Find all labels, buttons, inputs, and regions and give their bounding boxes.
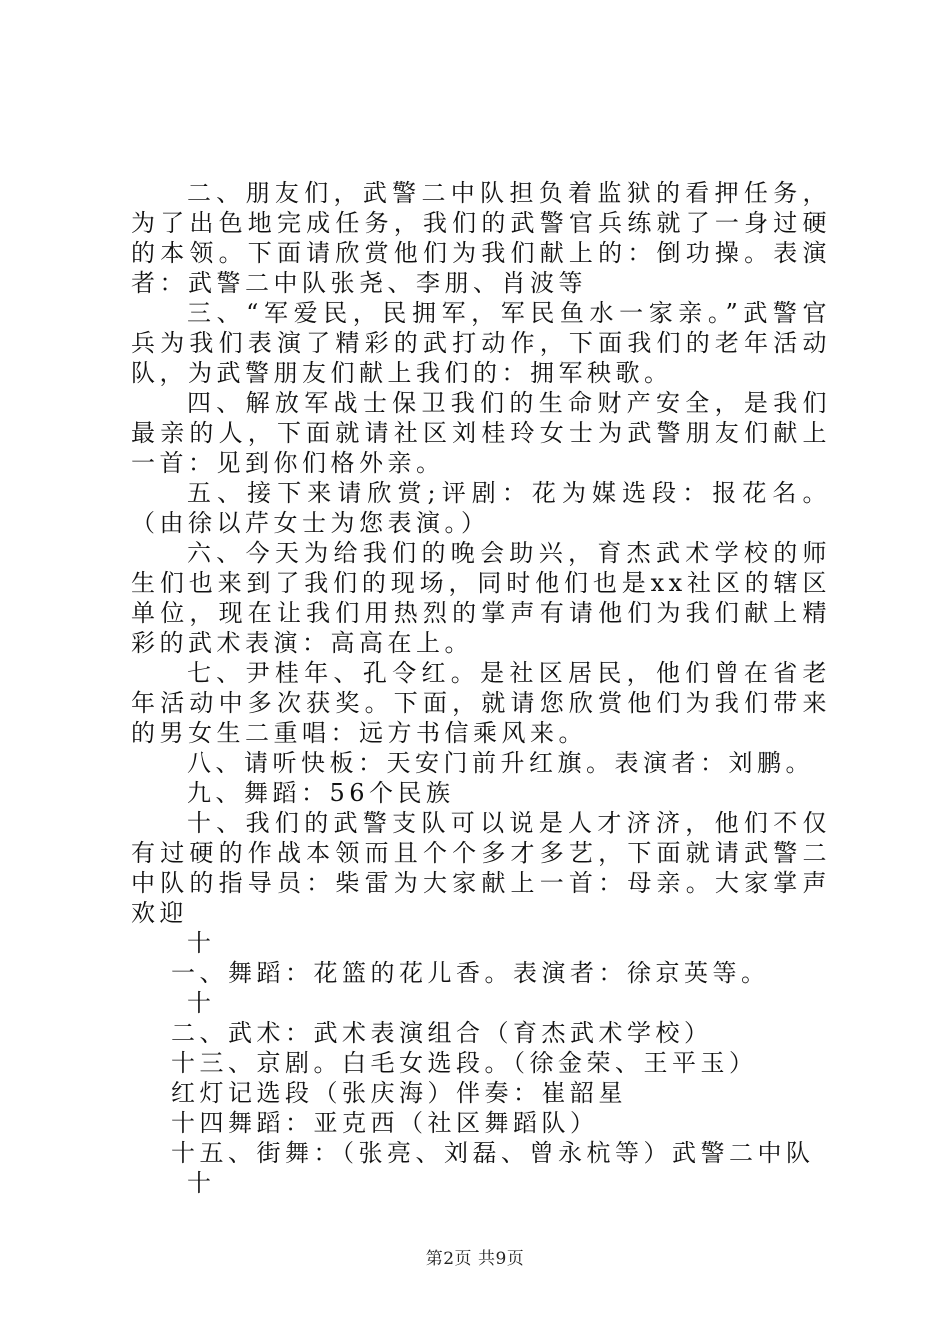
paragraph-item-16-prefix: 十 xyxy=(187,1169,216,1197)
paragraph-item-2: 二、朋友们，武警二中队担负着监狱的看押任务，为了出色地完成任务，我们的武警官兵练就了一身过硬的本领。下面请欣赏他们为我们献上的：倒功操。表演者：武警二中队张尧、李朋、肖波等 xyxy=(131,179,831,297)
paragraph-item-10: 十、我们的武警支队可以说是人才济济，他们不仅有过硬的作战本领而且个个多才多艺，下面就请武警二中队的指导员：柴雷为大家献上一首：母亲。大家掌声欢迎 xyxy=(131,809,831,927)
paragraph-item-12: 二、武术：武术表演组合（育杰武术学校） xyxy=(171,1019,713,1047)
paragraph-item-7: 七、尹桂年、孔令红。是社区居民，他们曾在省老年活动中多次获奖。下面，就请您欣赏他们为我们带来的男女生二重唱：远方书信乘风来。 xyxy=(131,659,831,747)
paragraph-item-6: 六、今天为给我们的晚会助兴，育杰武术学校的师生们也来到了我们的现场，同时他们也是xx社区的辖区单位，现在让我们用热烈的掌声有请他们为我们献上精彩的武术表演：高高在上。 xyxy=(131,539,831,657)
document-body xyxy=(131,178,831,1198)
paragraph-item-13: 十三、京剧。白毛女选段。（徐金荣、王平玉） xyxy=(171,1049,758,1077)
paragraph-item-12-prefix: 十 xyxy=(187,989,216,1017)
paragraph-item-4: 四、解放军战士保卫我们的生命财产安全，是我们最亲的人，下面就请社区刘桂玲女士为武警朋友们献上一首：见到你们格外亲。 xyxy=(131,389,831,477)
paragraph-item-3: 三、“军爱民，民拥军，军民鱼水一家亲。”武警官兵为我们表演了精彩的武打动作，下面我们的老年活动队，为武警朋友们献上我们的：拥军秧歌。 xyxy=(131,299,831,387)
paragraph-item-15: 十五、街舞：（张亮、刘磊、曾永杭等）武警二中队 xyxy=(171,1139,815,1167)
paragraph-item-11-prefix: 十 xyxy=(187,929,216,957)
paragraph-item-14: 十四舞蹈：亚克西（社区舞蹈队） xyxy=(171,1109,599,1137)
page-number-footer: 第2页 共9页 xyxy=(425,1249,525,1269)
paragraph-item-8: 八、请听快板：天安门前升红旗。表演者：刘鹏。 xyxy=(187,749,814,777)
paragraph-item-9: 九、舞蹈：56个民族 xyxy=(187,779,455,807)
paragraph-item-13-continued: 红灯记选段（张庆海）伴奏：崔韶星 xyxy=(171,1079,627,1107)
paragraph-item-5: 五、接下来请欣赏;评剧：花为媒选段：报花名。（由徐以芹女士为您表演。） xyxy=(131,479,831,537)
paragraph-item-11: 一、舞蹈：花篮的花儿香。表演者：徐京英等。 xyxy=(171,959,770,987)
